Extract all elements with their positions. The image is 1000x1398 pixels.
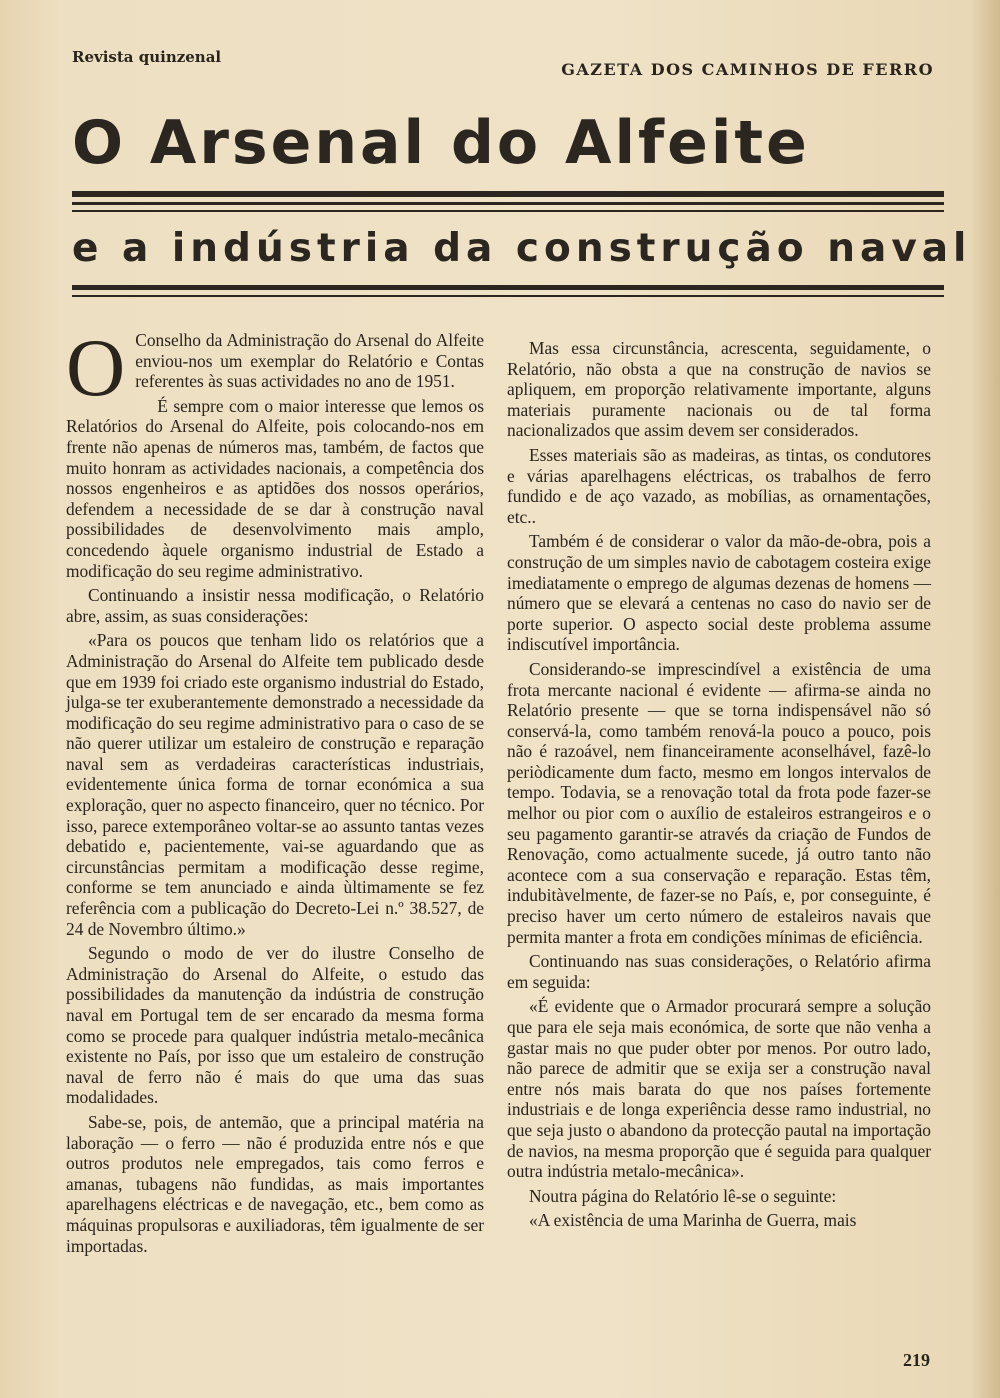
paragraph: Continuando nas suas considerações, o Relatório afirma em seguida: <box>507 951 931 992</box>
page-number: 219 <box>903 1350 930 1370</box>
title-rule-thin <box>72 202 944 205</box>
paragraph: Esses materiais são as madeiras, as tintas, os condutores e várias aparelhagens eléctricas, os trabalhos de ferro fundido e de aço vazado, as mobílias, as ornamentações, etc.. <box>507 444 931 527</box>
periodicity-label: Revista quinzenal <box>72 48 222 66</box>
paragraph: É sempre com o maior interesse que lemos os Relatórios do Arsenal do Alfeite, pois colocando-nos em frente não apenas de números mas, também, de factos que muito honram as actividades nacionais, a competência dos nossos engenheiros e as aptidões dos nossos operários, defendem a necessidade de se dar à construção naval possibilidades de desenvolvimento mais amplo, concedendo àquele organismo industrial de Estado a modificação do seu regime administrativo. <box>66 395 484 581</box>
paragraph-text: Conselho da Administração do Arsenal do Alfeite enviou-nos um exemplar do Relatório e Contas referentes às suas actividades no ano de 1951. <box>135 330 484 392</box>
paragraph: Também é de considerar o valor da mão-de-obra, pois a construção de um simples navio de cabotagem costeira exige imediatamente o emprego de algumas dezenas de homens — número que se elevará a centenas no caso do navio ser de porte superior. O aspecto social deste problema assume indiscutível importância. <box>507 531 931 655</box>
paragraph <box>66 322 484 413</box>
quote-paragraph: «É evidente que o Armador procurará sempre a solução que para ele seja mais económica, de sorte que não venha a gastar mais no que puder obter por menos. Por outro lado, não parece de admitir que se exija ser a construção naval entre nós mais barata do que nos países fortemente industriais e de longa experiência desse ramo industrial, no que seja justo o abandono da protecção pautal na importação de navios, na mesma proporção que é seguida para qualquer outra indústria metalo-mecânica». <box>507 996 931 1182</box>
article-title: O Arsenal do Alfeite <box>72 108 810 178</box>
subtitle-rule-thin <box>72 295 944 297</box>
magazine-name: GAZETA DOS CAMINHOS DE FERRO <box>561 60 934 79</box>
paragraph: «A existência de uma Marinha de Guerra, mais <box>529 1210 857 1231</box>
paragraph: Noutra página do Relatório lê-se o seguinte: <box>529 1185 837 1206</box>
left-column <box>66 322 484 1260</box>
paragraph: Continuando a insistir nessa modificação, o Relatório abre, assim, as suas considerações: <box>66 585 484 626</box>
title-rule-thick <box>72 191 944 197</box>
paragraph: Sabe-se, pois, de antemão, que a principal matéria na laboração — o ferro — não é produzida entre nós e que outros produtos nele empregados, tais como ferros e amanas, tubagens não fundidas, as mais importantes aparelhagens eléctricas e de navegação, etc., bem como as máquinas propulsoras e auxiliadoras, têm igualmente de ser importadas. <box>66 1111 484 1256</box>
quote-paragraph: «Para os poucos que tenham lido os relatórios que a Administração do Arsenal do Alfeite tem publicado desde que em 1939 foi criado este organismo industrial do Estado, julga-se ter exuberantemente demonstrado a necessidade da modificação do seu regime administrativo para o caso de se não querer utilizar um estaleiro de construção e reparação naval sem as verdadeiras características industriais, evidentemente única forma de tornar económica a sua exploração, quer no aspecto financeiro, quer no técnico. Por isso, parece extemporâneo voltar-se ao assunto tantas vezes debatido e, pacientemente, vai-se aguardando que as circunstâncias permitam a modificação desse regime, conforme se tem anunciado e ainda ùltimamente se fez referência com a publicação do Decreto-Lei n.º 38.527, de 24 de Novembro último.» <box>66 630 484 939</box>
paragraph: Considerando-se imprescindível a existência de uma frota mercante nacional é evidente — afirma-se ainda no Relatório presente — que se torna indispensável não só conservá-la, como também renová-la pouco a pouco, pois não é razoável, nem financeiramente aconselhável, fazê-lo periòdicamente dum facto, mesmo em longos intervalos de tempo. Todavia, se a renovação total da frota pode fazer-se melhor ou pior com o auxílio de estaleiros estrangeiros e o seu pagamento garantir-se através da criação de Fundos de Renovação, como actualmente sucede, já outro tanto não acontece com a sua conservação e reparação. Estas têm, indubitàvelmente, de fazer-se no País, e, por conseguinte, é preciso haver um certo número de estaleiros navais que permita manter a frota em condições mínimas de eficiência. <box>507 658 931 947</box>
article-subtitle: e a indústria da construção naval <box>72 226 972 271</box>
right-column <box>507 338 931 1235</box>
paragraph: Mas essa circunstância, acrescenta, seguidamente, o Relatório, não obsta a que na construção de navios se apliquem, em proporção relativamente importante, alguns materiais puramente nacionais ou de tal forma nacionalizados que assim devem ser considerados. <box>507 338 931 441</box>
title-rule-thin-2 <box>72 210 944 212</box>
drop-cap: O <box>66 322 126 413</box>
paragraph: Segundo o modo de ver do ilustre Conselho de Administração do Arsenal do Alfeite, o estudo das possibilidades da manutenção da indústria de construção naval em Portugal tem de ser encarado da mesma forma como se procede para qualquer indústria metalo-mecânica existente no País, por isso que um estaleiro de construção naval de ferro não é mais do que uma das suas modalidades. <box>66 943 484 1108</box>
subtitle-rule-thick <box>72 285 944 290</box>
